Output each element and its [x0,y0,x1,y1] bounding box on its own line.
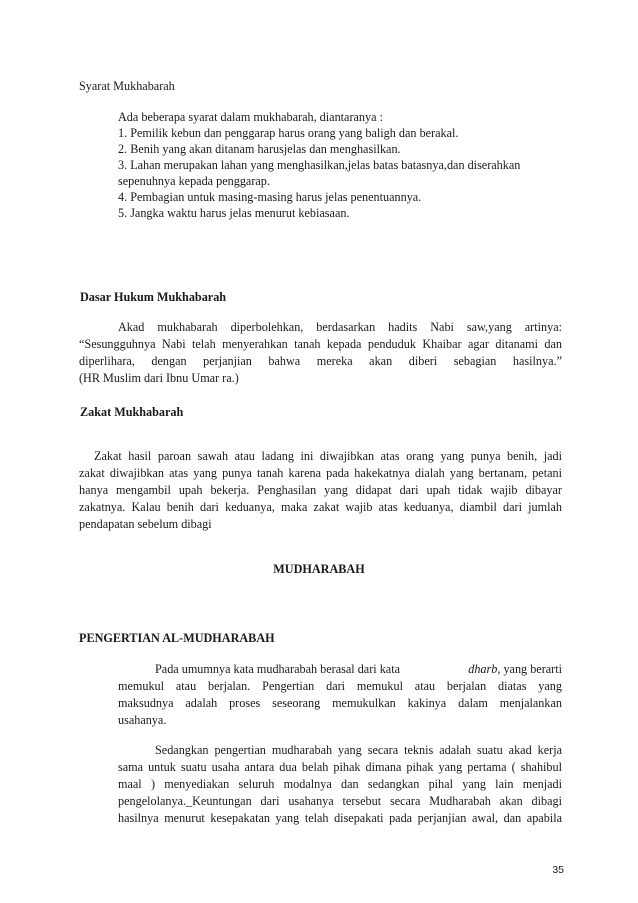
section-heading-dasar-hukum: Dasar Hukum Mukhabarah [80,290,227,304]
mudharabah-p2-line: maal ) menyediakan seluruh modalnya dan sedangkan pihal yang lain menjadi [118,777,562,791]
dasar-line: (HR Muslim dari Ibnu Umar ra.) [79,371,239,385]
mudharabah-p2-line: Sedangkan pengertian mudharabah yang secara teknis adalah suatu akad kerja [155,743,562,757]
syarat-item: 2. Benih yang akan ditanam harusjelas dan menghasilkan. [118,142,401,156]
chapter-title: MUDHARABAH [273,562,365,576]
dasar-line: “Sesungguhnya Nabi telah menyerahkan tanah kepada penduduk Khaibar agar ditanami dan [79,337,562,351]
section-heading-pengertian: PENGERTIAN AL-MUDHARABAH [79,631,275,645]
mudharabah-p1-line: usahanya. [118,713,167,727]
section-heading-zakat: Zakat Mukhabarah [80,405,184,419]
zakat-line: hanya mengambil upah bekerja. Penghasilan yang didapat dari upah tidak wajib dibayar [79,483,562,497]
dasar-line: diperlihara, dengan perjanjian bahwa mereka akan diberi sebagian hasilnya.” [79,354,562,368]
term-dharb: dharb [468,662,498,676]
mudharabah-p1-first-line [155,661,562,677]
zakat-line: zakat diwajibkan atas yang punya tanah karena pada hakekatnya dialah yang bertanam, petani [79,466,562,480]
mudharabah-p2-line: pengelolanya._Keuntungan dari usahanya tersebut secara Mudharabah akan dibagi [118,794,562,808]
syarat-item: 1. Pemilik kebun dan penggarap harus orang yang baligh dan berakal. [118,126,459,140]
section-heading-syarat: Syarat Mukhabarah [79,79,175,93]
syarat-item: sepenuhnya kepada penggarap. [118,174,270,188]
p1-text-pre: Pada umumnya kata mudharabah berasal dari kata [155,662,401,676]
syarat-item: 3. Lahan merupakan lahan yang menghasilkan,jelas batas batasnya,dan diserahkan [118,158,521,172]
syarat-item: 4. Pembagian untuk masing-masing harus jelas penentuannya. [118,190,422,204]
syarat-item: 5. Jangka waktu harus jelas menurut kebiasaan. [118,206,350,220]
mudharabah-p1-line: maksudnya adalah proses seseorang memukulkan kakinya dalam menjalankan [118,696,562,710]
p1-text-post: , yang berarti [497,662,562,676]
page-number: 35 [552,864,564,876]
zakat-line: zakatnya. Kalau benih dari keduanya, maka zakat wajib atas keduanya, diambil dari jumlah [79,500,562,514]
mudharabah-p2-line: sama untuk suatu usaha antara dua belah pihak dimana pihak yang pertama ( shahibul [118,760,562,774]
mudharabah-p2-line: hasilnya menurut kesepakatan yang telah disepakati pada perjanjian awal, dan apabila [118,811,562,825]
zakat-line: Zakat hasil paroan sawah atau ladang ini diwajibkan atas orang yang punya benih, jadi [94,449,562,463]
zakat-line: pendapatan sebelum dibagi [79,517,212,531]
mudharabah-p1-line: memukul atau berjalan. Pengertian dari memukul atau berjalan diatas yang [118,679,562,693]
dasar-line: Akad mukhabarah diperbolehkan, berdasarkan hadits Nabi saw,yang artinya: [118,320,562,334]
syarat-intro: Ada beberapa syarat dalam mukhabarah, diantaranya : [118,110,383,124]
